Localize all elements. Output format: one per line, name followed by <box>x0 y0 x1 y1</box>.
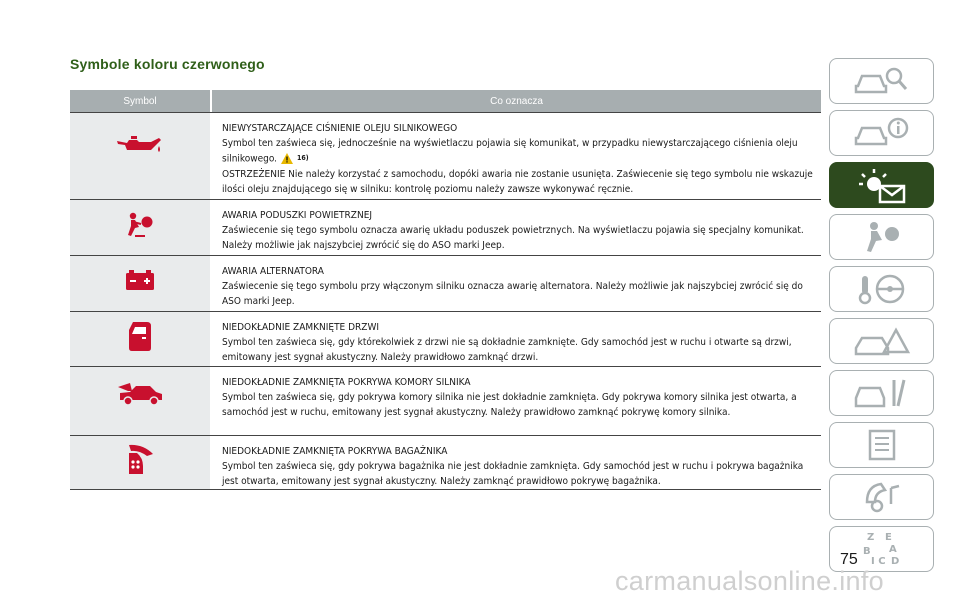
footer-watermark: carmanualsonline.info <box>615 566 884 596</box>
row-text: Symbol ten zaświeca się, gdy pokrywa bagażnika nie jest dokładnie zamknięta. Gdy samochód jest w ruchu i pokrywa bagażnika jest otwarta, emitowany jest sygnał akustyczny. Należy zamknąć prawidłowo pokrywę bagażnika. <box>222 461 804 487</box>
svg-text:B: B <box>862 546 871 557</box>
row-text: Zaświecenie się tego symbolu oznacza awarię układu poduszek powietrznych. Na wyświetlaczu pojawia się specjalny komunikat. Należy możliwie jak najszybciej zwrócić się do ASO marki Jeep. <box>222 225 804 251</box>
row-title: AWARIA PODUSZKI POWIETRZNEJ <box>222 210 373 221</box>
row-title: NIEWYSTARCZAJĄCE CIŚNIENIE OLEJU SILNIKOWEGO <box>222 123 458 134</box>
svg-text:A: A <box>888 544 897 555</box>
table-row <box>70 112 821 200</box>
row-text: Symbol ten zaświeca się, gdy pokrywa komory silnika nie jest dokładnie zamknięta. Gdy pokrywa komory silnika jest otwarta, a samochód jest w ruchu, emitowany jest sygnał akustyczny. Należy prawidłowo zamknąć pokrywę komory silnika. <box>222 392 797 418</box>
battery-icon <box>125 269 155 291</box>
airbag-icon <box>125 212 155 238</box>
row-text: Symbol ten zaświeca się, jednocześnie na wyświetlaczu pojawia się komunikat, w przypadku niewystarczającego ciśnienia oleju silnikowego. <box>222 138 798 165</box>
door-open-icon <box>127 320 153 352</box>
hood-open-icon <box>116 381 164 407</box>
car-service-icon <box>852 376 912 410</box>
road-warning-icon <box>852 324 912 358</box>
sidebar-item-starting-driving[interactable] <box>829 266 934 312</box>
tailgate-open-icon <box>123 442 157 476</box>
table-header <box>70 90 821 112</box>
row-title: NIEDOKŁADNIE ZAMKNIĘTA POKRYWA KOMORY SILNIKA <box>222 377 471 388</box>
row-warning: OSTRZEŻENIE Nie należy korzystać z samochodu, dopóki awaria nie zostanie usunięta. Zaświecenie się tego symbolu nie wskazuje ilości oleju znajdującego się w silniku: kontrolę poziomu należy zawsze wykonywać ręcznie. <box>222 168 813 195</box>
row-title: NIEDOKŁADNIE ZAMKNIĘTE DRZWI <box>222 322 379 333</box>
sidebar-item-info[interactable] <box>829 110 934 156</box>
specs-list-icon <box>862 428 902 462</box>
note-ref: 16) <box>297 154 309 162</box>
chapter-sidebar <box>829 58 934 578</box>
table-row <box>70 200 821 256</box>
row-title: NIEDOKŁADNIE ZAMKNIĘTA POKRYWA BAGAŻNIKA <box>222 446 448 457</box>
row-text: Zaświecenie się tego symbolu przy włączonym silniku oznacza awarię alternatora. Należy możliwie jak najszybciej zwrócić się do ASO marki Jeep. <box>222 281 803 307</box>
table-row <box>70 436 821 490</box>
sidebar-item-service[interactable] <box>829 370 934 416</box>
sidebar-item-knowing-car[interactable] <box>829 58 934 104</box>
table-row <box>70 256 821 312</box>
warning-triangle-icon <box>281 153 293 164</box>
multimedia-icon <box>857 480 907 514</box>
header-meaning: Co oznacza <box>212 90 821 112</box>
steering-wheel-icon <box>852 272 912 306</box>
section-title: Symbole koloru czerwonego <box>70 56 265 72</box>
table-row <box>70 312 821 367</box>
svg-text:D: D <box>890 556 899 567</box>
table-row <box>70 367 821 436</box>
sidebar-item-warning-lights[interactable] <box>829 162 934 208</box>
airbag-person-icon <box>862 220 902 254</box>
row-text: Symbol ten zaświeca się, gdy którekolwiek z drzwi nie są dokładnie zamknięte. Gdy samochód jest w ruchu i otwarte są drzwi, emitowany jest sygnał akustyczny. Należy prawidłowo zamknąć drzwi. <box>222 337 792 363</box>
car-info-icon <box>852 116 912 150</box>
sidebar-item-multimedia[interactable] <box>829 474 934 520</box>
svg-text:Z: Z <box>866 532 874 543</box>
page-number: 75 <box>840 551 858 568</box>
sidebar-item-safety[interactable] <box>829 214 934 260</box>
svg-text:E: E <box>884 532 892 543</box>
header-symbol: Symbol <box>70 90 210 112</box>
index-letters-icon <box>857 530 907 568</box>
car-search-icon <box>852 64 912 98</box>
warning-lights-icon <box>852 166 912 204</box>
svg-text:I C: I C <box>870 556 886 567</box>
symbols-table <box>70 90 821 490</box>
row-title: AWARIA ALTERNATORA <box>222 266 324 277</box>
sidebar-item-emergency[interactable] <box>829 318 934 364</box>
oil-can-icon <box>115 133 165 157</box>
sidebar-item-specs[interactable] <box>829 422 934 468</box>
